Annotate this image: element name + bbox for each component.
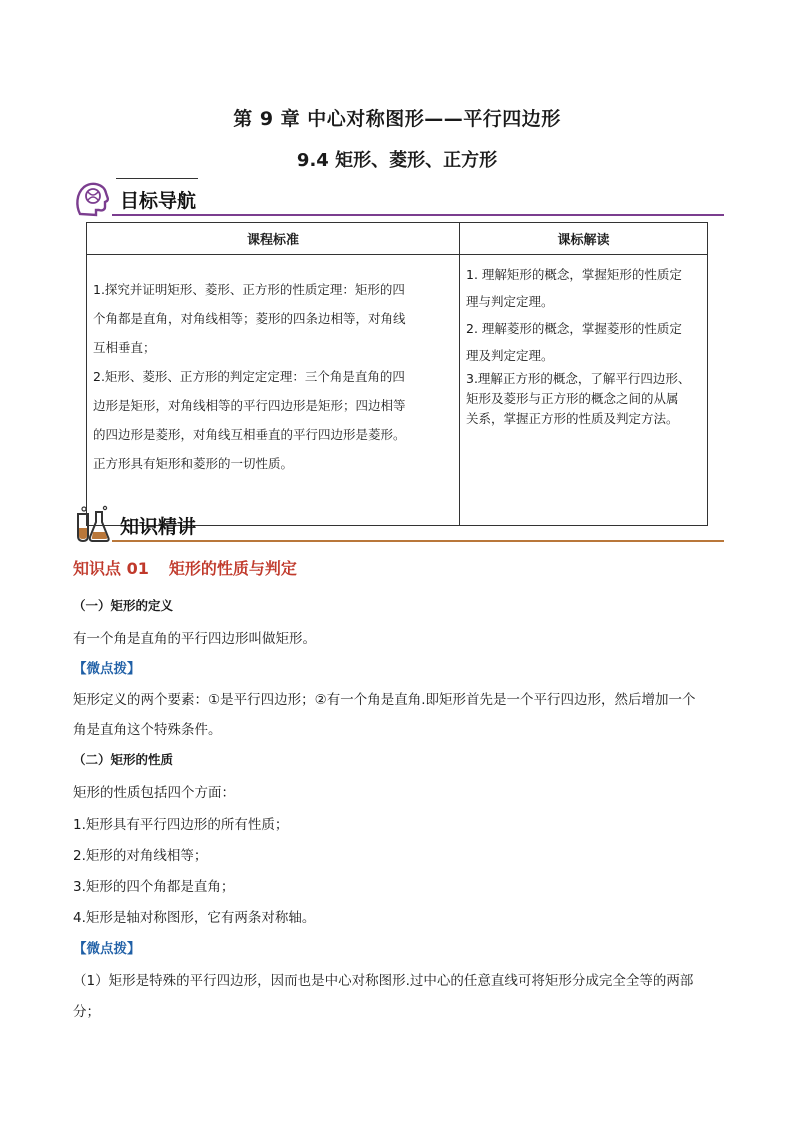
standards-line: 1.探究并证明矩形、菱形、正方形的性质定理：矩形的四 <box>93 282 405 297</box>
interpretation-cell <box>460 255 708 526</box>
definition-heading: （一）矩形的定义 <box>73 598 174 613</box>
property-item: 1.矩形具有平行四边形的所有性质； <box>73 817 289 833</box>
knowledge-point-number: 知识点 01 <box>73 559 149 578</box>
section-title: 9.4 矩形、菱形、正方形 <box>296 150 498 171</box>
tip-text-line: 矩形定义的两个要素：①是平行四边形；②有一个角是直角.即矩形首先是一个平行四边形，然后增加一个 <box>73 692 696 708</box>
knowledge-banner <box>72 504 724 544</box>
tip-text-line: 角是直角这个特殊条件。 <box>73 722 222 738</box>
standards-line: 边形是矩形，对角线相等的平行四边形是矩形；四边相等 <box>93 398 406 413</box>
standards-line: 2.矩形、菱形、正方形的判定定定理：三个角是直角的四 <box>93 369 405 384</box>
tip-text-line: （1）矩形是特殊的平行四边形，因而也是中心对称图形.过中心的任意直线可将矩形分成完全全等的两部 <box>73 973 694 989</box>
interpretation-line: 2. 理解菱形的概念，掌握菱形的性质定 <box>466 321 682 336</box>
property-item: 4.矩形是轴对称图形，它有两条对称轴。 <box>73 910 316 926</box>
interpretation-line: 矩形及菱形与正方形的概念之间的从属 <box>466 391 679 406</box>
goal-navigation-rule <box>112 214 724 216</box>
interpretation-line: 理及判定定理。 <box>466 348 554 363</box>
chapter-title: 第 9 章 中心对称图形——平行四边形 <box>233 108 561 130</box>
tip-text-line: 分； <box>73 1004 100 1020</box>
knowledge-rule <box>112 540 724 542</box>
standards-line: 个角都是直角，对角线相等；菱形的四条边相等，对角线 <box>93 311 406 326</box>
interpretation-line: 关系，掌握正方形的性质及判定方法。 <box>466 411 679 426</box>
properties-intro: 矩形的性质包括四个方面： <box>73 785 235 801</box>
knowledge-label: 知识精讲 <box>120 516 197 538</box>
interpretation-line: 1. 理解矩形的概念，掌握矩形的性质定 <box>466 267 682 282</box>
col-header-interpretation: 课标解读 <box>460 223 708 255</box>
standards-line: 的四边形是菱形，对角线互相垂直的平行四边形是菱形。 <box>93 427 406 442</box>
knowledge-point-name: 矩形的性质与判定 <box>168 559 297 578</box>
tip-label: 【微点拨】 <box>73 661 141 677</box>
banner-top-line <box>116 178 198 179</box>
property-item: 2.矩形的对角线相等； <box>73 848 208 864</box>
goal-navigation-label: 目标导航 <box>120 190 197 212</box>
flask-icon <box>72 504 112 544</box>
standards-table <box>86 222 708 526</box>
col-header-standards: 课程标准 <box>87 223 460 255</box>
standards-line: 互相垂直； <box>93 340 156 355</box>
goal-navigation-banner <box>72 178 724 218</box>
standards-cell <box>87 255 460 526</box>
definition-text: 有一个角是直角的平行四边形叫做矩形。 <box>73 631 316 647</box>
tip-label: 【微点拨】 <box>73 941 141 957</box>
knowledge-point-title <box>73 556 297 579</box>
standards-line: 正方形具有矩形和菱形的一切性质。 <box>93 456 294 471</box>
interpretation-line: 理与判定定理。 <box>466 294 554 309</box>
interpretation-line: 3.理解正方形的概念，了解平行四边形、 <box>466 371 691 386</box>
properties-heading: （二）矩形的性质 <box>73 752 174 767</box>
property-item: 3.矩形的四个角都是直角； <box>73 879 235 895</box>
brain-head-icon <box>72 178 112 218</box>
